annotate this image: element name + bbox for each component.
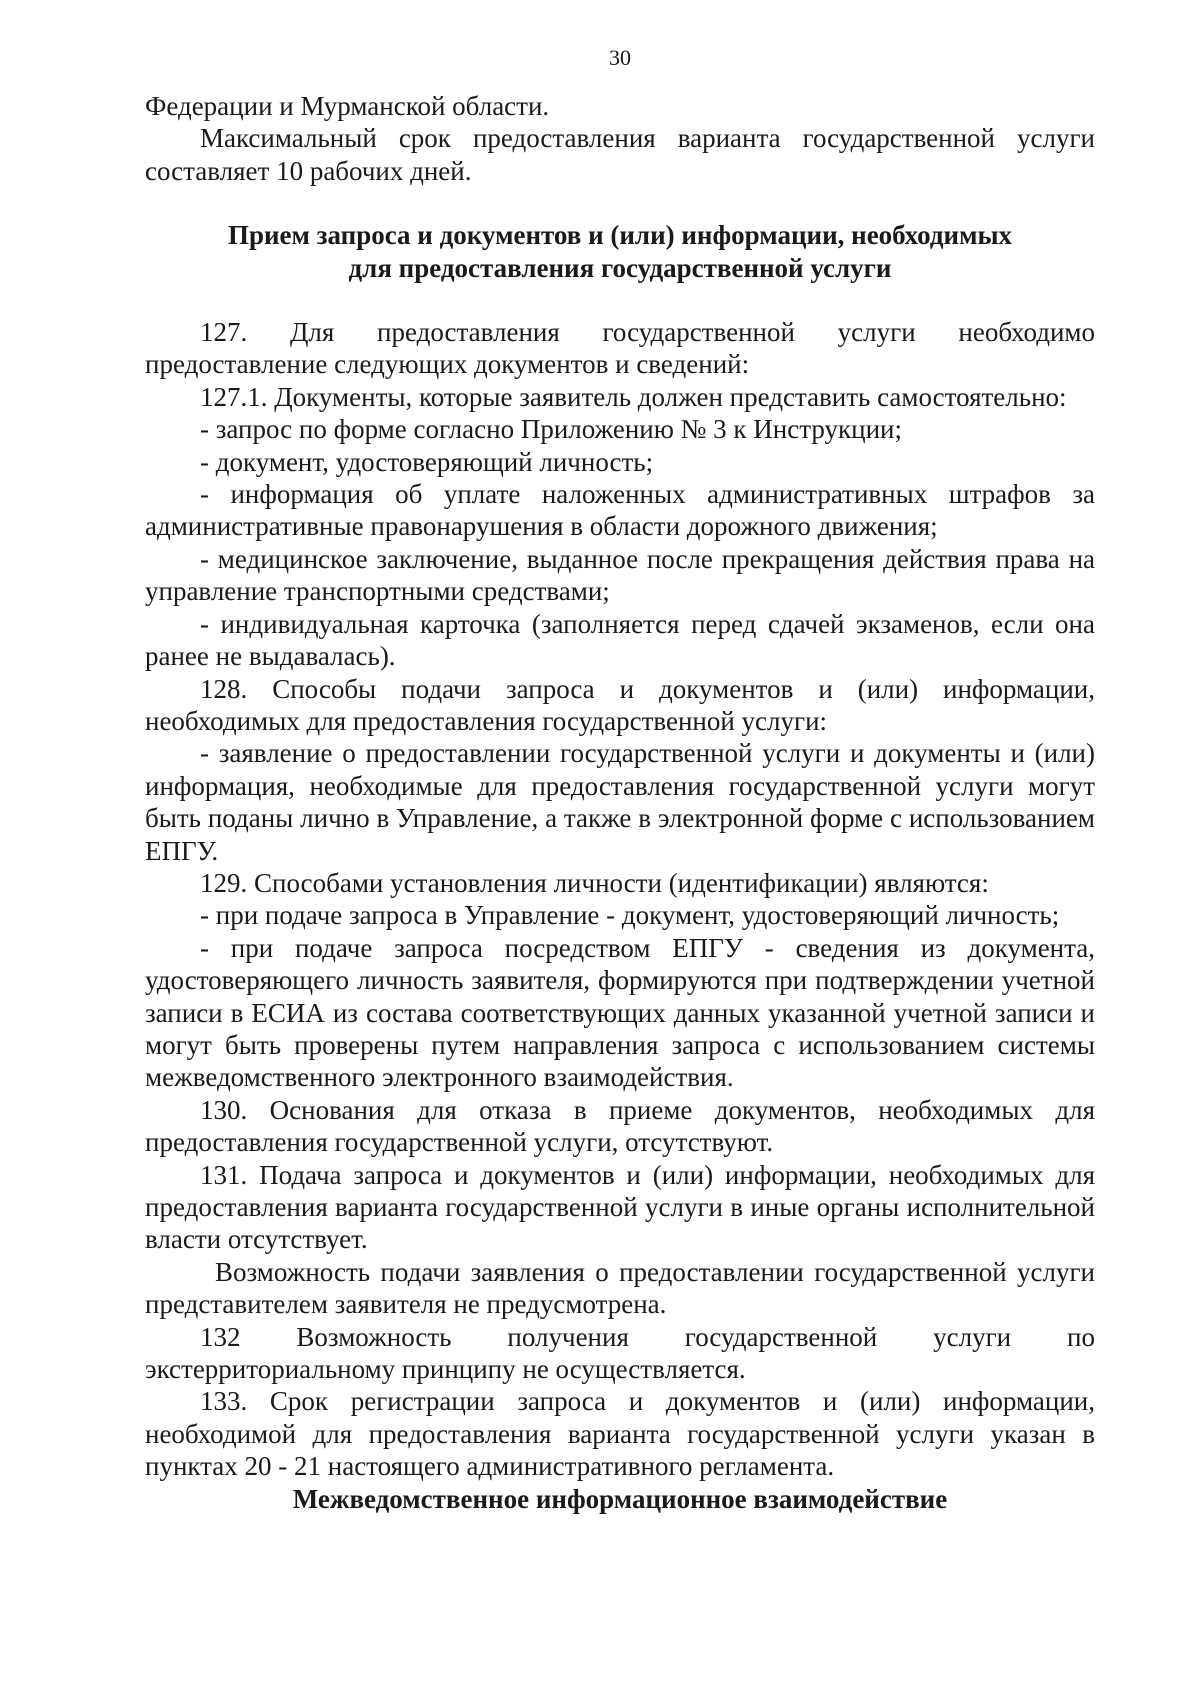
paragraph-max-term: Максимальный срок предоставления варианта государственной услуги составляет 10 рабочих дней. bbox=[145, 123, 1095, 186]
section-heading-request-intake bbox=[145, 219, 1095, 284]
document-body bbox=[145, 90, 1095, 1515]
list-item-identity-document: - документ, удостоверяющий личность; bbox=[200, 446, 654, 477]
list-item-request-form: - запрос по форме согласно Приложению № 3 к Инструкции; bbox=[200, 414, 902, 445]
list-item-fines-info: - информация об уплате наложенных административных штрафов за административные правонарушения в области дорожного движения; bbox=[145, 479, 1095, 542]
list-item-identification-epgu: - при подаче запроса посредством ЕПГУ - сведения из документа, удостоверяющего личность заявителя, формируются при подтверждении учетной записи в ЕСИА из состава соответствующих данных указанной учетной записи и могут быть проверены путем направления запроса с использованием системы межведомственного электронного взаимодействия. bbox=[145, 932, 1095, 1093]
section-heading-line-1: Прием запроса и документов и (или) информации, необходимых bbox=[227, 220, 1013, 251]
paragraph-132: 132 Возможность получения государственной услуги по экстерриториальному принципу не осуществляется. bbox=[145, 1321, 1095, 1385]
paragraph-130: 130. Основания для отказа в приеме документов, необходимых для предоставления государственной услуги, отсутствуют. bbox=[145, 1094, 1095, 1158]
list-item-individual-card: - индивидуальная карточка (заполняется перед сдачей экзаменов, если она ранее не выдавалась). bbox=[145, 608, 1095, 672]
paragraph-representative: Возможность подачи заявления о предоставлении государственной услуги представителем заявителя не предусмотрена. bbox=[145, 1256, 1095, 1320]
paragraph-federation: Федерации и Мурманской области. bbox=[145, 91, 550, 121]
section-heading-interagency: Межведомственное информационное взаимодействие bbox=[292, 1483, 948, 1514]
paragraph-128: 128. Способы подачи запроса и документов и (или) информации, необходимых для предоставления государственной услуги: bbox=[145, 673, 1095, 736]
paragraph-129: 129. Способами установления личности (идентификации) являются: bbox=[200, 867, 989, 898]
section-heading-line-2: для предоставления государственной услуги bbox=[348, 252, 892, 283]
list-item-medical-certificate: - медицинское заключение, выданное после прекращения действия права на управление транспортными средствами; bbox=[145, 543, 1095, 607]
list-item-identification-office: - при подаче запроса в Управление - документ, удостоверяющий личность; bbox=[200, 900, 1060, 931]
paragraph-133: 133. Срок регистрации запроса и документов и (или) информации, необходимой для предоставления варианта государственной услуги указан в пунктах 20 - 21 настоящего административного регламента. bbox=[145, 1386, 1095, 1482]
paragraph-131: 131. Подача запроса и документов и (или) информации, необходимых для предоставления варианта государственной услуги в иные органы исполнительной власти отсутствует. bbox=[145, 1159, 1095, 1255]
list-item-submission-methods: - заявление о предоставлении государственной услуги и документы и (или) информация, необходимые для предоставления государственной услуги могут быть поданы лично в Управление, а также в электронной форме с использованием ЕПГУ. bbox=[145, 738, 1095, 866]
paragraph-127: 127. Для предоставления государственной услуги необходимо предоставление следующих документов и сведений: bbox=[145, 317, 1095, 380]
page-number: 30 bbox=[609, 45, 631, 70]
paragraph-127-1: 127.1. Документы, которые заявитель должен представить самостоятельно: bbox=[200, 381, 1067, 412]
